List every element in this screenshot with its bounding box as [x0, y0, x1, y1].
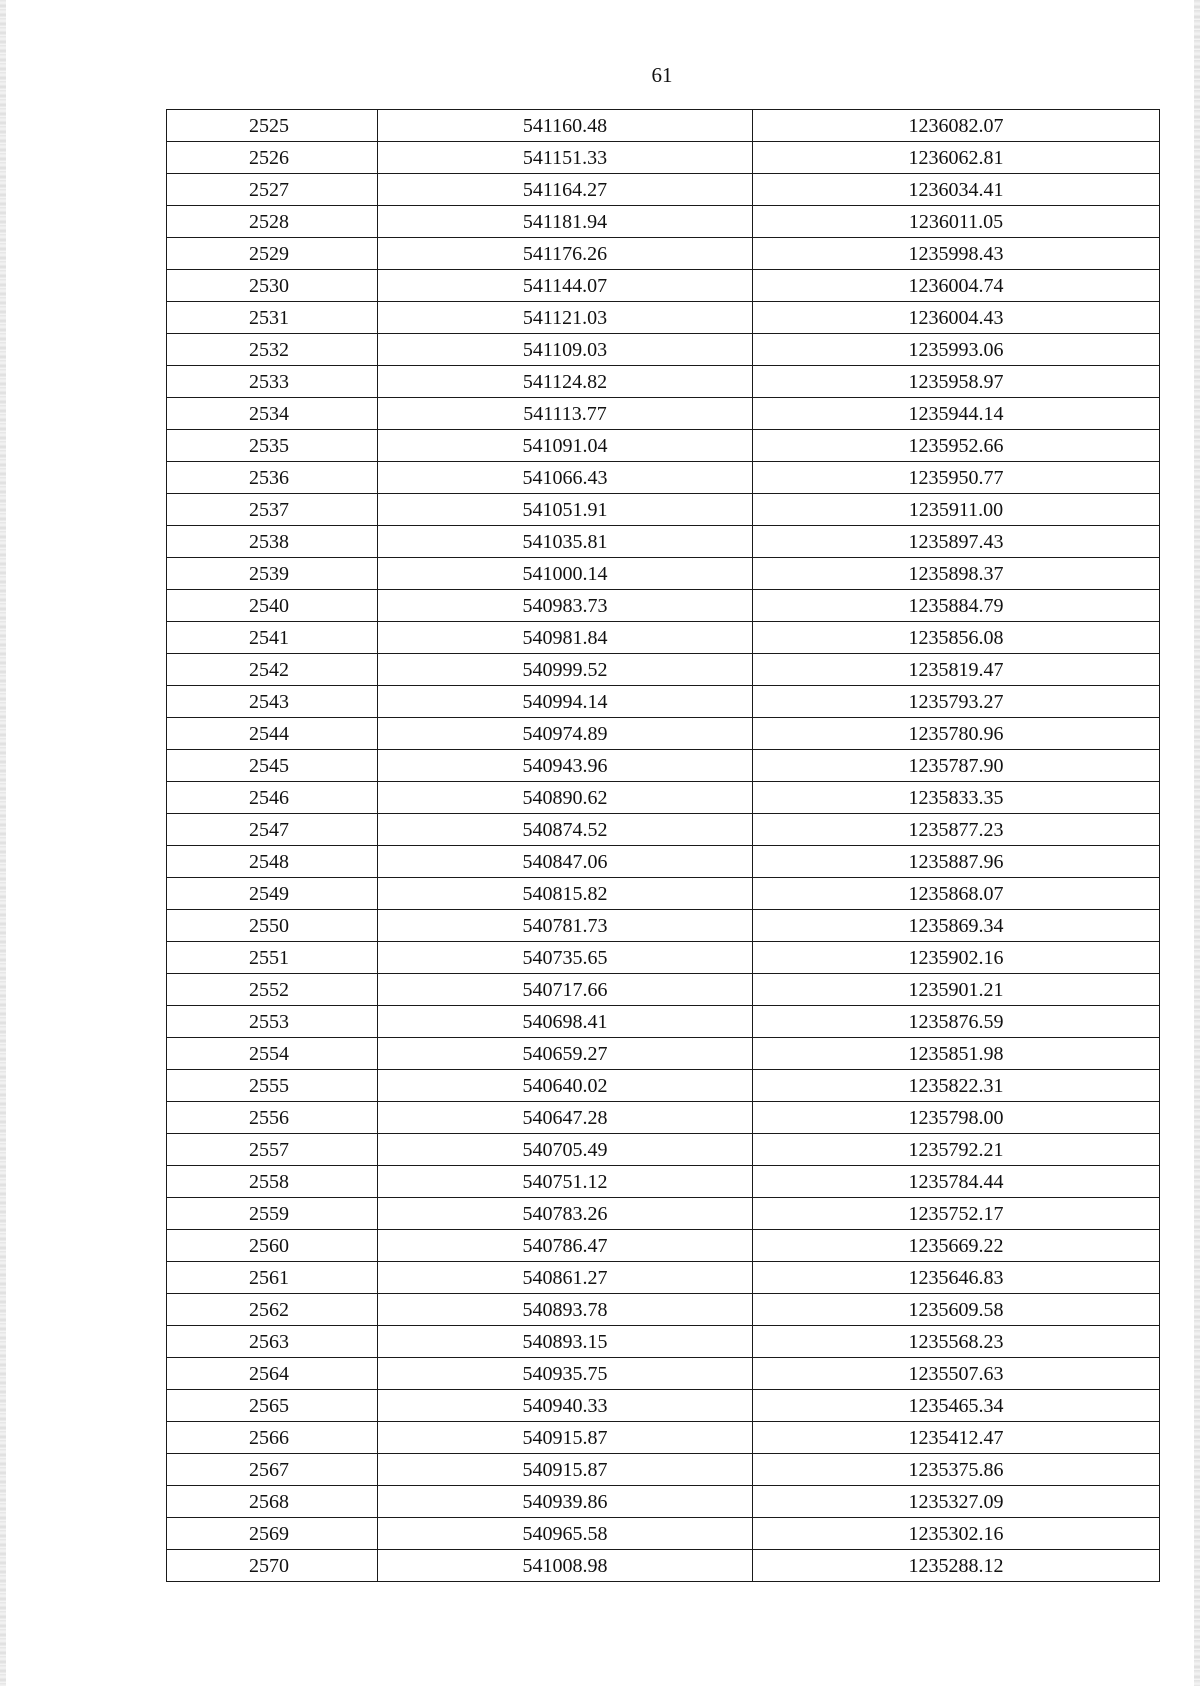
point-number-cell: 2525	[167, 110, 378, 142]
y-coordinate-cell: 1236034.41	[753, 174, 1160, 206]
x-coordinate-cell: 541109.03	[378, 334, 753, 366]
x-coordinate-cell: 540965.58	[378, 1518, 753, 1550]
point-number-cell: 2563	[167, 1326, 378, 1358]
point-number-cell: 2558	[167, 1166, 378, 1198]
point-number-cell: 2543	[167, 686, 378, 718]
x-coordinate-cell: 540943.96	[378, 750, 753, 782]
x-coordinate-cell: 541000.14	[378, 558, 753, 590]
y-coordinate-cell: 1235465.34	[753, 1390, 1160, 1422]
table-row	[167, 1038, 1160, 1070]
y-coordinate-cell: 1235669.22	[753, 1230, 1160, 1262]
coordinate-table-body	[167, 110, 1160, 1582]
x-coordinate-cell: 540735.65	[378, 942, 753, 974]
y-coordinate-cell: 1235784.44	[753, 1166, 1160, 1198]
x-coordinate-cell: 541008.98	[378, 1550, 753, 1582]
point-number-cell: 2568	[167, 1486, 378, 1518]
y-coordinate-cell: 1235792.21	[753, 1134, 1160, 1166]
x-coordinate-cell: 540981.84	[378, 622, 753, 654]
y-coordinate-cell: 1235793.27	[753, 686, 1160, 718]
table-row	[167, 206, 1160, 238]
point-number-cell: 2556	[167, 1102, 378, 1134]
x-coordinate-cell: 540915.87	[378, 1422, 753, 1454]
y-coordinate-cell: 1235787.90	[753, 750, 1160, 782]
y-coordinate-cell: 1235911.00	[753, 494, 1160, 526]
point-number-cell: 2540	[167, 590, 378, 622]
x-coordinate-cell: 540847.06	[378, 846, 753, 878]
y-coordinate-cell: 1236004.43	[753, 302, 1160, 334]
x-coordinate-cell: 541066.43	[378, 462, 753, 494]
table-row	[167, 1486, 1160, 1518]
point-number-cell: 2548	[167, 846, 378, 878]
point-number-cell: 2554	[167, 1038, 378, 1070]
table-row	[167, 1422, 1160, 1454]
point-number-cell: 2560	[167, 1230, 378, 1262]
x-coordinate-cell: 540751.12	[378, 1166, 753, 1198]
table-row	[167, 174, 1160, 206]
point-number-cell: 2557	[167, 1134, 378, 1166]
y-coordinate-cell: 1235887.96	[753, 846, 1160, 878]
table-row	[167, 494, 1160, 526]
table-row	[167, 1550, 1160, 1582]
x-coordinate-cell: 540940.33	[378, 1390, 753, 1422]
x-coordinate-cell: 541151.33	[378, 142, 753, 174]
x-coordinate-cell: 541091.04	[378, 430, 753, 462]
table-row	[167, 878, 1160, 910]
point-number-cell: 2569	[167, 1518, 378, 1550]
point-number-cell: 2534	[167, 398, 378, 430]
table-row	[167, 1358, 1160, 1390]
point-number-cell: 2555	[167, 1070, 378, 1102]
point-number-cell: 2553	[167, 1006, 378, 1038]
x-coordinate-cell: 541176.26	[378, 238, 753, 270]
x-coordinate-cell: 540994.14	[378, 686, 753, 718]
point-number-cell: 2565	[167, 1390, 378, 1422]
y-coordinate-cell: 1235327.09	[753, 1486, 1160, 1518]
table-row	[167, 942, 1160, 974]
x-coordinate-cell: 540861.27	[378, 1262, 753, 1294]
y-coordinate-cell: 1235869.34	[753, 910, 1160, 942]
y-coordinate-cell: 1235958.97	[753, 366, 1160, 398]
point-number-cell: 2527	[167, 174, 378, 206]
scan-edge-left	[0, 0, 6, 1686]
y-coordinate-cell: 1236011.05	[753, 206, 1160, 238]
table-row	[167, 1134, 1160, 1166]
scan-edge-right	[1194, 0, 1200, 1686]
x-coordinate-cell: 541160.48	[378, 110, 753, 142]
point-number-cell: 2531	[167, 302, 378, 334]
table-row	[167, 910, 1160, 942]
x-coordinate-cell: 540893.15	[378, 1326, 753, 1358]
point-number-cell: 2542	[167, 654, 378, 686]
x-coordinate-cell: 541181.94	[378, 206, 753, 238]
y-coordinate-cell: 1235876.59	[753, 1006, 1160, 1038]
y-coordinate-cell: 1235868.07	[753, 878, 1160, 910]
x-coordinate-cell: 541113.77	[378, 398, 753, 430]
table-row	[167, 1102, 1160, 1134]
x-coordinate-cell: 540659.27	[378, 1038, 753, 1070]
x-coordinate-cell: 540999.52	[378, 654, 753, 686]
y-coordinate-cell: 1235609.58	[753, 1294, 1160, 1326]
table-row	[167, 398, 1160, 430]
x-coordinate-cell: 540640.02	[378, 1070, 753, 1102]
x-coordinate-cell: 540915.87	[378, 1454, 753, 1486]
table-row	[167, 1198, 1160, 1230]
point-number-cell: 2546	[167, 782, 378, 814]
y-coordinate-cell: 1235856.08	[753, 622, 1160, 654]
point-number-cell: 2562	[167, 1294, 378, 1326]
x-coordinate-cell: 541035.81	[378, 526, 753, 558]
table-row	[167, 782, 1160, 814]
table-row	[167, 1006, 1160, 1038]
point-number-cell: 2532	[167, 334, 378, 366]
point-number-cell: 2564	[167, 1358, 378, 1390]
table-row	[167, 110, 1160, 142]
table-row	[167, 622, 1160, 654]
y-coordinate-cell: 1235944.14	[753, 398, 1160, 430]
y-coordinate-cell: 1235568.23	[753, 1326, 1160, 1358]
x-coordinate-cell: 540939.86	[378, 1486, 753, 1518]
table-row	[167, 430, 1160, 462]
x-coordinate-cell: 541144.07	[378, 270, 753, 302]
y-coordinate-cell: 1235998.43	[753, 238, 1160, 270]
y-coordinate-cell: 1235884.79	[753, 590, 1160, 622]
y-coordinate-cell: 1235851.98	[753, 1038, 1160, 1070]
table-row	[167, 142, 1160, 174]
y-coordinate-cell: 1235375.86	[753, 1454, 1160, 1486]
table-row	[167, 302, 1160, 334]
table-row	[167, 686, 1160, 718]
table-row	[167, 1230, 1160, 1262]
point-number-cell: 2537	[167, 494, 378, 526]
x-coordinate-cell: 540935.75	[378, 1358, 753, 1390]
coordinate-table	[166, 109, 1160, 1582]
point-number-cell: 2559	[167, 1198, 378, 1230]
table-row	[167, 1518, 1160, 1550]
point-number-cell: 2541	[167, 622, 378, 654]
y-coordinate-cell: 1235897.43	[753, 526, 1160, 558]
y-coordinate-cell: 1235288.12	[753, 1550, 1160, 1582]
table-row	[167, 462, 1160, 494]
point-number-cell: 2549	[167, 878, 378, 910]
table-row	[167, 238, 1160, 270]
x-coordinate-cell: 540874.52	[378, 814, 753, 846]
y-coordinate-cell: 1235952.66	[753, 430, 1160, 462]
table-row	[167, 1326, 1160, 1358]
point-number-cell: 2533	[167, 366, 378, 398]
table-row	[167, 558, 1160, 590]
table-row	[167, 1070, 1160, 1102]
x-coordinate-cell: 540786.47	[378, 1230, 753, 1262]
x-coordinate-cell: 540983.73	[378, 590, 753, 622]
point-number-cell: 2561	[167, 1262, 378, 1294]
x-coordinate-cell: 540647.28	[378, 1102, 753, 1134]
y-coordinate-cell: 1235819.47	[753, 654, 1160, 686]
y-coordinate-cell: 1236082.07	[753, 110, 1160, 142]
x-coordinate-cell: 540893.78	[378, 1294, 753, 1326]
x-coordinate-cell: 541164.27	[378, 174, 753, 206]
x-coordinate-cell: 541121.03	[378, 302, 753, 334]
x-coordinate-cell: 540815.82	[378, 878, 753, 910]
y-coordinate-cell: 1235833.35	[753, 782, 1160, 814]
page-number: 61	[651, 63, 673, 87]
x-coordinate-cell: 540890.62	[378, 782, 753, 814]
table-row	[167, 846, 1160, 878]
y-coordinate-cell: 1235901.21	[753, 974, 1160, 1006]
y-coordinate-cell: 1235898.37	[753, 558, 1160, 590]
y-coordinate-cell: 1236004.74	[753, 270, 1160, 302]
y-coordinate-cell: 1235780.96	[753, 718, 1160, 750]
table-row	[167, 1454, 1160, 1486]
table-row	[167, 1262, 1160, 1294]
y-coordinate-cell: 1235646.83	[753, 1262, 1160, 1294]
x-coordinate-cell: 540783.26	[378, 1198, 753, 1230]
y-coordinate-cell: 1235412.47	[753, 1422, 1160, 1454]
y-coordinate-cell: 1236062.81	[753, 142, 1160, 174]
y-coordinate-cell: 1235902.16	[753, 942, 1160, 974]
x-coordinate-cell: 540717.66	[378, 974, 753, 1006]
x-coordinate-cell: 541124.82	[378, 366, 753, 398]
x-coordinate-cell: 540698.41	[378, 1006, 753, 1038]
point-number-cell: 2538	[167, 526, 378, 558]
y-coordinate-cell: 1235752.17	[753, 1198, 1160, 1230]
x-coordinate-cell: 540705.49	[378, 1134, 753, 1166]
y-coordinate-cell: 1235993.06	[753, 334, 1160, 366]
point-number-cell: 2550	[167, 910, 378, 942]
table-row	[167, 270, 1160, 302]
table-row	[167, 334, 1160, 366]
table-row	[167, 654, 1160, 686]
x-coordinate-cell: 540781.73	[378, 910, 753, 942]
point-number-cell: 2552	[167, 974, 378, 1006]
y-coordinate-cell: 1235822.31	[753, 1070, 1160, 1102]
y-coordinate-cell: 1235798.00	[753, 1102, 1160, 1134]
point-number-cell: 2545	[167, 750, 378, 782]
table-row	[167, 526, 1160, 558]
y-coordinate-cell: 1235507.63	[753, 1358, 1160, 1390]
table-row	[167, 814, 1160, 846]
point-number-cell: 2526	[167, 142, 378, 174]
table-row	[167, 1390, 1160, 1422]
x-coordinate-cell: 540974.89	[378, 718, 753, 750]
point-number-cell: 2570	[167, 1550, 378, 1582]
point-number-cell: 2529	[167, 238, 378, 270]
point-number-cell: 2547	[167, 814, 378, 846]
point-number-cell: 2528	[167, 206, 378, 238]
table-row	[167, 1166, 1160, 1198]
y-coordinate-cell: 1235877.23	[753, 814, 1160, 846]
table-row	[167, 1294, 1160, 1326]
point-number-cell: 2536	[167, 462, 378, 494]
point-number-cell: 2539	[167, 558, 378, 590]
point-number-cell: 2566	[167, 1422, 378, 1454]
y-coordinate-cell: 1235302.16	[753, 1518, 1160, 1550]
y-coordinate-cell: 1235950.77	[753, 462, 1160, 494]
point-number-cell: 2544	[167, 718, 378, 750]
point-number-cell: 2567	[167, 1454, 378, 1486]
point-number-cell: 2551	[167, 942, 378, 974]
table-row	[167, 366, 1160, 398]
table-row	[167, 750, 1160, 782]
table-row	[167, 974, 1160, 1006]
point-number-cell: 2530	[167, 270, 378, 302]
x-coordinate-cell: 541051.91	[378, 494, 753, 526]
table-row	[167, 590, 1160, 622]
point-number-cell: 2535	[167, 430, 378, 462]
table-row	[167, 718, 1160, 750]
